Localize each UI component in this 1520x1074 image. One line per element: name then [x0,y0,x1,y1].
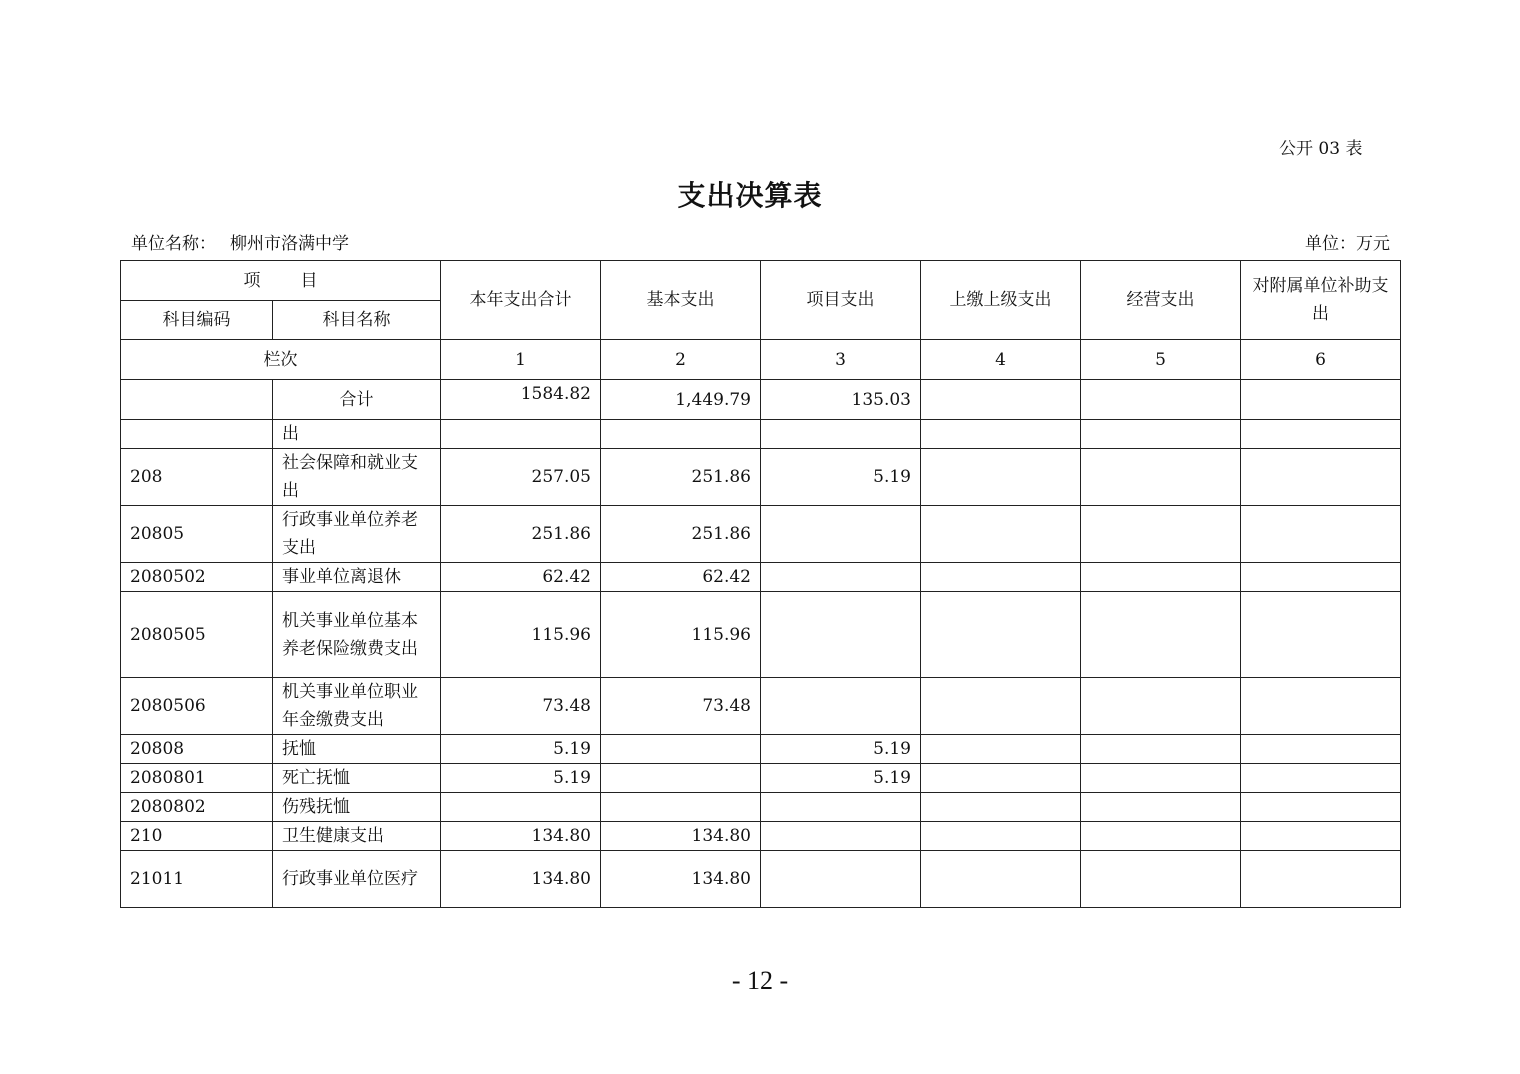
cell-value [1241,449,1401,506]
column-order-label: 栏次 [121,340,441,380]
cell-value: 5.19 [761,735,921,764]
column-number: 5 [1081,340,1241,380]
cell-value [1081,793,1241,822]
column-number: 3 [761,340,921,380]
cell-value: 115.96 [441,592,601,678]
cell-code: 20805 [121,506,273,563]
cell-name: 行政事业单位医疗 [273,851,441,908]
cell-value: 115.96 [601,592,761,678]
cell-value [921,449,1081,506]
cell-value [761,420,921,449]
cell-value [1241,420,1401,449]
cell-value: 251.86 [441,506,601,563]
table-row [121,506,1401,563]
cell-value: 5.19 [441,735,601,764]
cell-value [1241,678,1401,735]
table-row [121,764,1401,793]
header-item-left: 项 [243,270,261,291]
cell-value [761,563,921,592]
cell-code: 2080801 [121,764,273,793]
expenditure-table [120,260,1401,908]
table-row [121,678,1401,735]
cell-name: 机关事业单位基本养老保险缴费支出 [273,592,441,678]
cell-value [1081,764,1241,793]
cell-code: 2080502 [121,563,273,592]
cell-value: 1,449.79 [601,380,761,420]
cell-value [921,851,1081,908]
cell-value [1241,380,1401,420]
cell-name: 机关事业单位职业年金缴费支出 [273,678,441,735]
cell-value [761,506,921,563]
table-row [121,420,1401,449]
cell-value: 134.80 [601,851,761,908]
cell-value [1081,678,1241,735]
cell-value: 134.80 [601,822,761,851]
cell-value: 1584.82 [441,380,601,420]
cell-name: 社会保障和就业支出 [273,449,441,506]
cell-value: 135.03 [761,380,921,420]
cell-value [761,851,921,908]
table-row [121,851,1401,908]
cell-value: 62.42 [601,563,761,592]
cell-value [1081,822,1241,851]
cell-value [1241,592,1401,678]
form-number: 公开 03 表 [1279,139,1363,159]
cell-name: 伤残抚恤 [273,793,441,822]
cell-name: 出 [273,420,441,449]
header-name: 科目名称 [273,301,441,340]
table-row-total [121,380,1401,420]
cell-value [1081,449,1241,506]
cell-name: 合计 [273,380,441,420]
cell-code: 208 [121,449,273,506]
table-row [121,449,1401,506]
cell-code: 2080505 [121,592,273,678]
cell-value [1081,420,1241,449]
cell-value [921,822,1081,851]
cell-code: 2080506 [121,678,273,735]
cell-value: 251.86 [601,449,761,506]
cell-value [1241,506,1401,563]
column-number: 1 [441,340,601,380]
cell-value [441,793,601,822]
cell-value [921,735,1081,764]
table-row [121,563,1401,592]
cell-value: 5.19 [761,449,921,506]
cell-value [601,735,761,764]
cell-value [921,678,1081,735]
cell-value [1241,851,1401,908]
cell-value [441,420,601,449]
cell-code [121,420,273,449]
cell-name: 事业单位离退休 [273,563,441,592]
table-row [121,592,1401,678]
unit-name-line [131,229,349,254]
cell-name: 行政事业单位养老支出 [273,506,441,563]
cell-value: 73.48 [441,678,601,735]
table-row [121,735,1401,764]
cell-value [761,793,921,822]
cell-code: 21011 [121,851,273,908]
cell-value [1241,822,1401,851]
header-item [121,261,441,301]
cell-value [1241,764,1401,793]
cell-value [921,420,1081,449]
header-col-basic: 基本支出 [601,261,761,340]
table-row [121,822,1401,851]
cell-value [921,793,1081,822]
cell-value: 73.48 [601,678,761,735]
cell-code [121,380,273,420]
cell-value: 5.19 [441,764,601,793]
table-row [121,793,1401,822]
cell-value [921,380,1081,420]
cell-value [1081,563,1241,592]
cell-value [921,506,1081,563]
cell-value [1241,735,1401,764]
cell-value [921,764,1081,793]
header-col-project: 项目支出 [761,261,921,340]
header-col-business: 经营支出 [1081,261,1241,340]
page-number: - 12 - [731,966,789,995]
cell-value: 251.86 [601,506,761,563]
cell-value [601,793,761,822]
cell-value [601,420,761,449]
cell-value [761,678,921,735]
cell-value [601,764,761,793]
page-title: 支出决算表 [677,179,823,212]
currency-unit: 单位：万元 [1305,234,1390,254]
cell-value: 62.42 [441,563,601,592]
header-code: 科目编码 [121,301,273,340]
cell-value [761,592,921,678]
column-number: 6 [1241,340,1401,380]
cell-value [1081,380,1241,420]
cell-name: 卫生健康支出 [273,822,441,851]
cell-code: 210 [121,822,273,851]
header-col-remit: 上缴上级支出 [921,261,1081,340]
cell-value [1081,851,1241,908]
cell-code: 2080802 [121,793,273,822]
cell-value [1241,793,1401,822]
header-col-subsidy: 对附属单位补助支出 [1241,261,1401,340]
unit-name-value: 柳州市洛满中学 [230,234,349,254]
cell-value: 134.80 [441,822,601,851]
unit-name-label: 单位名称： [131,234,216,254]
column-number: 2 [601,340,761,380]
header-col-total: 本年支出合计 [441,261,601,340]
cell-value [921,563,1081,592]
cell-value [1081,592,1241,678]
cell-name: 抚恤 [273,735,441,764]
cell-value: 134.80 [441,851,601,908]
cell-value [761,822,921,851]
cell-name: 死亡抚恤 [273,764,441,793]
cell-value [1081,735,1241,764]
cell-value [921,592,1081,678]
cell-value [1081,506,1241,563]
cell-value: 5.19 [761,764,921,793]
header-item-right: 目 [300,270,318,291]
cell-code: 20808 [121,735,273,764]
cell-value: 257.05 [441,449,601,506]
column-number: 4 [921,340,1081,380]
cell-value [1241,563,1401,592]
